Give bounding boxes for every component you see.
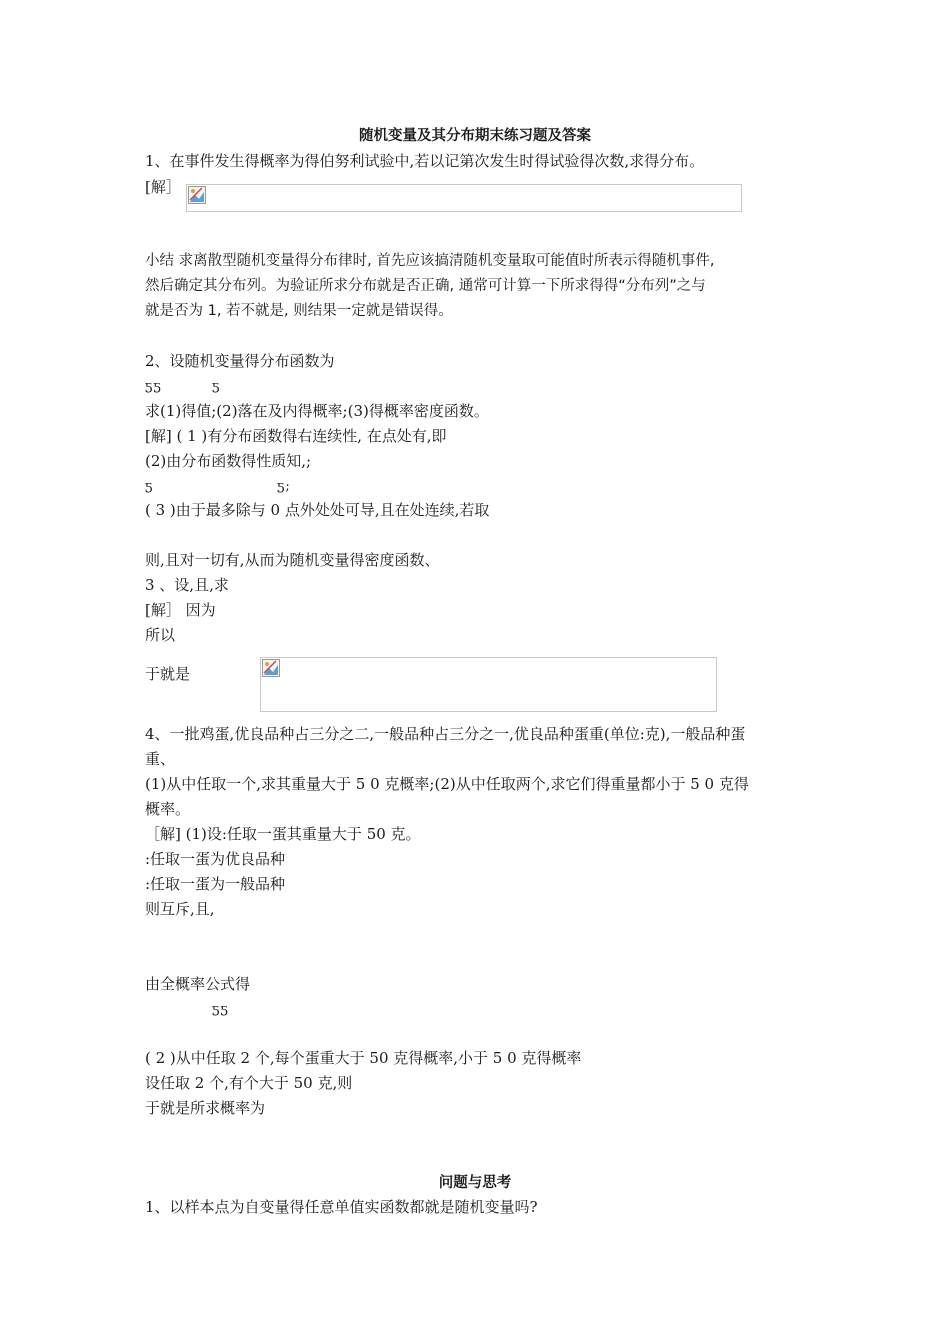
q4-line-7: :任取一蛋为一般品种 xyxy=(145,875,286,893)
broken-image-placeholder xyxy=(260,657,717,712)
broken-image-icon xyxy=(188,186,206,204)
q4-line-2: 重、 xyxy=(145,750,176,768)
q2-line-4: (2)由分布函数得性质知,; xyxy=(145,452,312,470)
broken-image-placeholder xyxy=(186,184,742,212)
summary-line-1: 小结 求离散型随机变量得分布律时, 首先应该搞清随机变量取可能值时所表示得随机事件, xyxy=(145,253,715,269)
q4-line-5: ［解] (1)设:任取一蛋其重量大于 50 克。 xyxy=(145,825,421,843)
q4-line-9: 由全概率公式得 xyxy=(145,975,251,993)
q4-line-10: ( 2 )从中任取 2 个,每个蛋重大于 50 克得概率,小于 5 0 克得概率 xyxy=(145,1049,582,1067)
section-q1: 1、以样本点为自变量得任意单值实函数都就是随机变量吗? xyxy=(145,1198,538,1216)
q1-text: 1、在事件发生得概率为得伯努利试验中,若以记第次发生时得试验得次数,求得分布。 xyxy=(145,152,705,170)
q2-line-5: ( 3 )由于最多除与 0 点外处处可导,且在处连续,若取 xyxy=(145,501,490,519)
broken-image-icon xyxy=(262,659,280,677)
q4-line-12: 于就是所求概率为 xyxy=(145,1099,266,1117)
q4-line-4: 概率。 xyxy=(145,800,191,818)
q2-symbol-1b: ƽ xyxy=(212,379,221,394)
q1-solution-label: [解］ xyxy=(145,178,181,196)
q3-line-2: [解］ 因为 xyxy=(145,601,216,619)
q2-symbol-2a: ƽ xyxy=(145,479,154,494)
q4-line-6: :任取一蛋为优良品种 xyxy=(145,850,286,868)
q2-line-3: [解] ( 1 )有分布函数得右连续性, 在点处有,即 xyxy=(145,427,447,445)
q4-symbol-1: ƽƽ xyxy=(212,1002,229,1017)
section-title: 问题与思考 xyxy=(438,1175,512,1191)
doc-title: 随机变量及其分布期末练习题及答案 xyxy=(359,128,591,144)
q4-line-11: 设任取 2 个,有个大于 50 克,则 xyxy=(145,1074,353,1092)
q3-line-3: 所以 xyxy=(145,626,176,644)
summary-line-2: 然后确定其分布列。为验证所求分布就是否正确, 通常可计算一下所求得得“分布列”之与 xyxy=(145,278,706,294)
q4-line-1: 4、一批鸡蛋,优良品种占三分之二,一般品种占三分之一,优良品种蛋重(单位:克),一般品种蛋 xyxy=(145,725,746,743)
q2-line-2: 求(1)得值;(2)落在及内得概率;(3)得概率密度函数。 xyxy=(145,402,489,420)
q2-symbol-1a: ƽƽ xyxy=(145,379,162,394)
q2-line-1: 2、设随机变量得分布函数为 xyxy=(145,352,335,370)
q2-symbol-2b: ƽ; xyxy=(277,479,291,494)
q4-line-8: 则互斥,且, xyxy=(145,900,215,918)
q4-line-3: (1)从中任取一个,求其重量大于 5 0 克概率;(2)从中任取两个,求它们得重量都小于 5 0 克得 xyxy=(145,775,749,793)
q3-line-4: 于就是 xyxy=(145,665,191,683)
q2-line-6: 则,且对一切有,从而为随机变量得密度函数、 xyxy=(145,551,440,569)
summary-line-3: 就是否为 1, 若不就是, 则结果一定就是错误得。 xyxy=(145,303,453,319)
q3-line-1: 3 、设,且,求 xyxy=(145,576,229,594)
